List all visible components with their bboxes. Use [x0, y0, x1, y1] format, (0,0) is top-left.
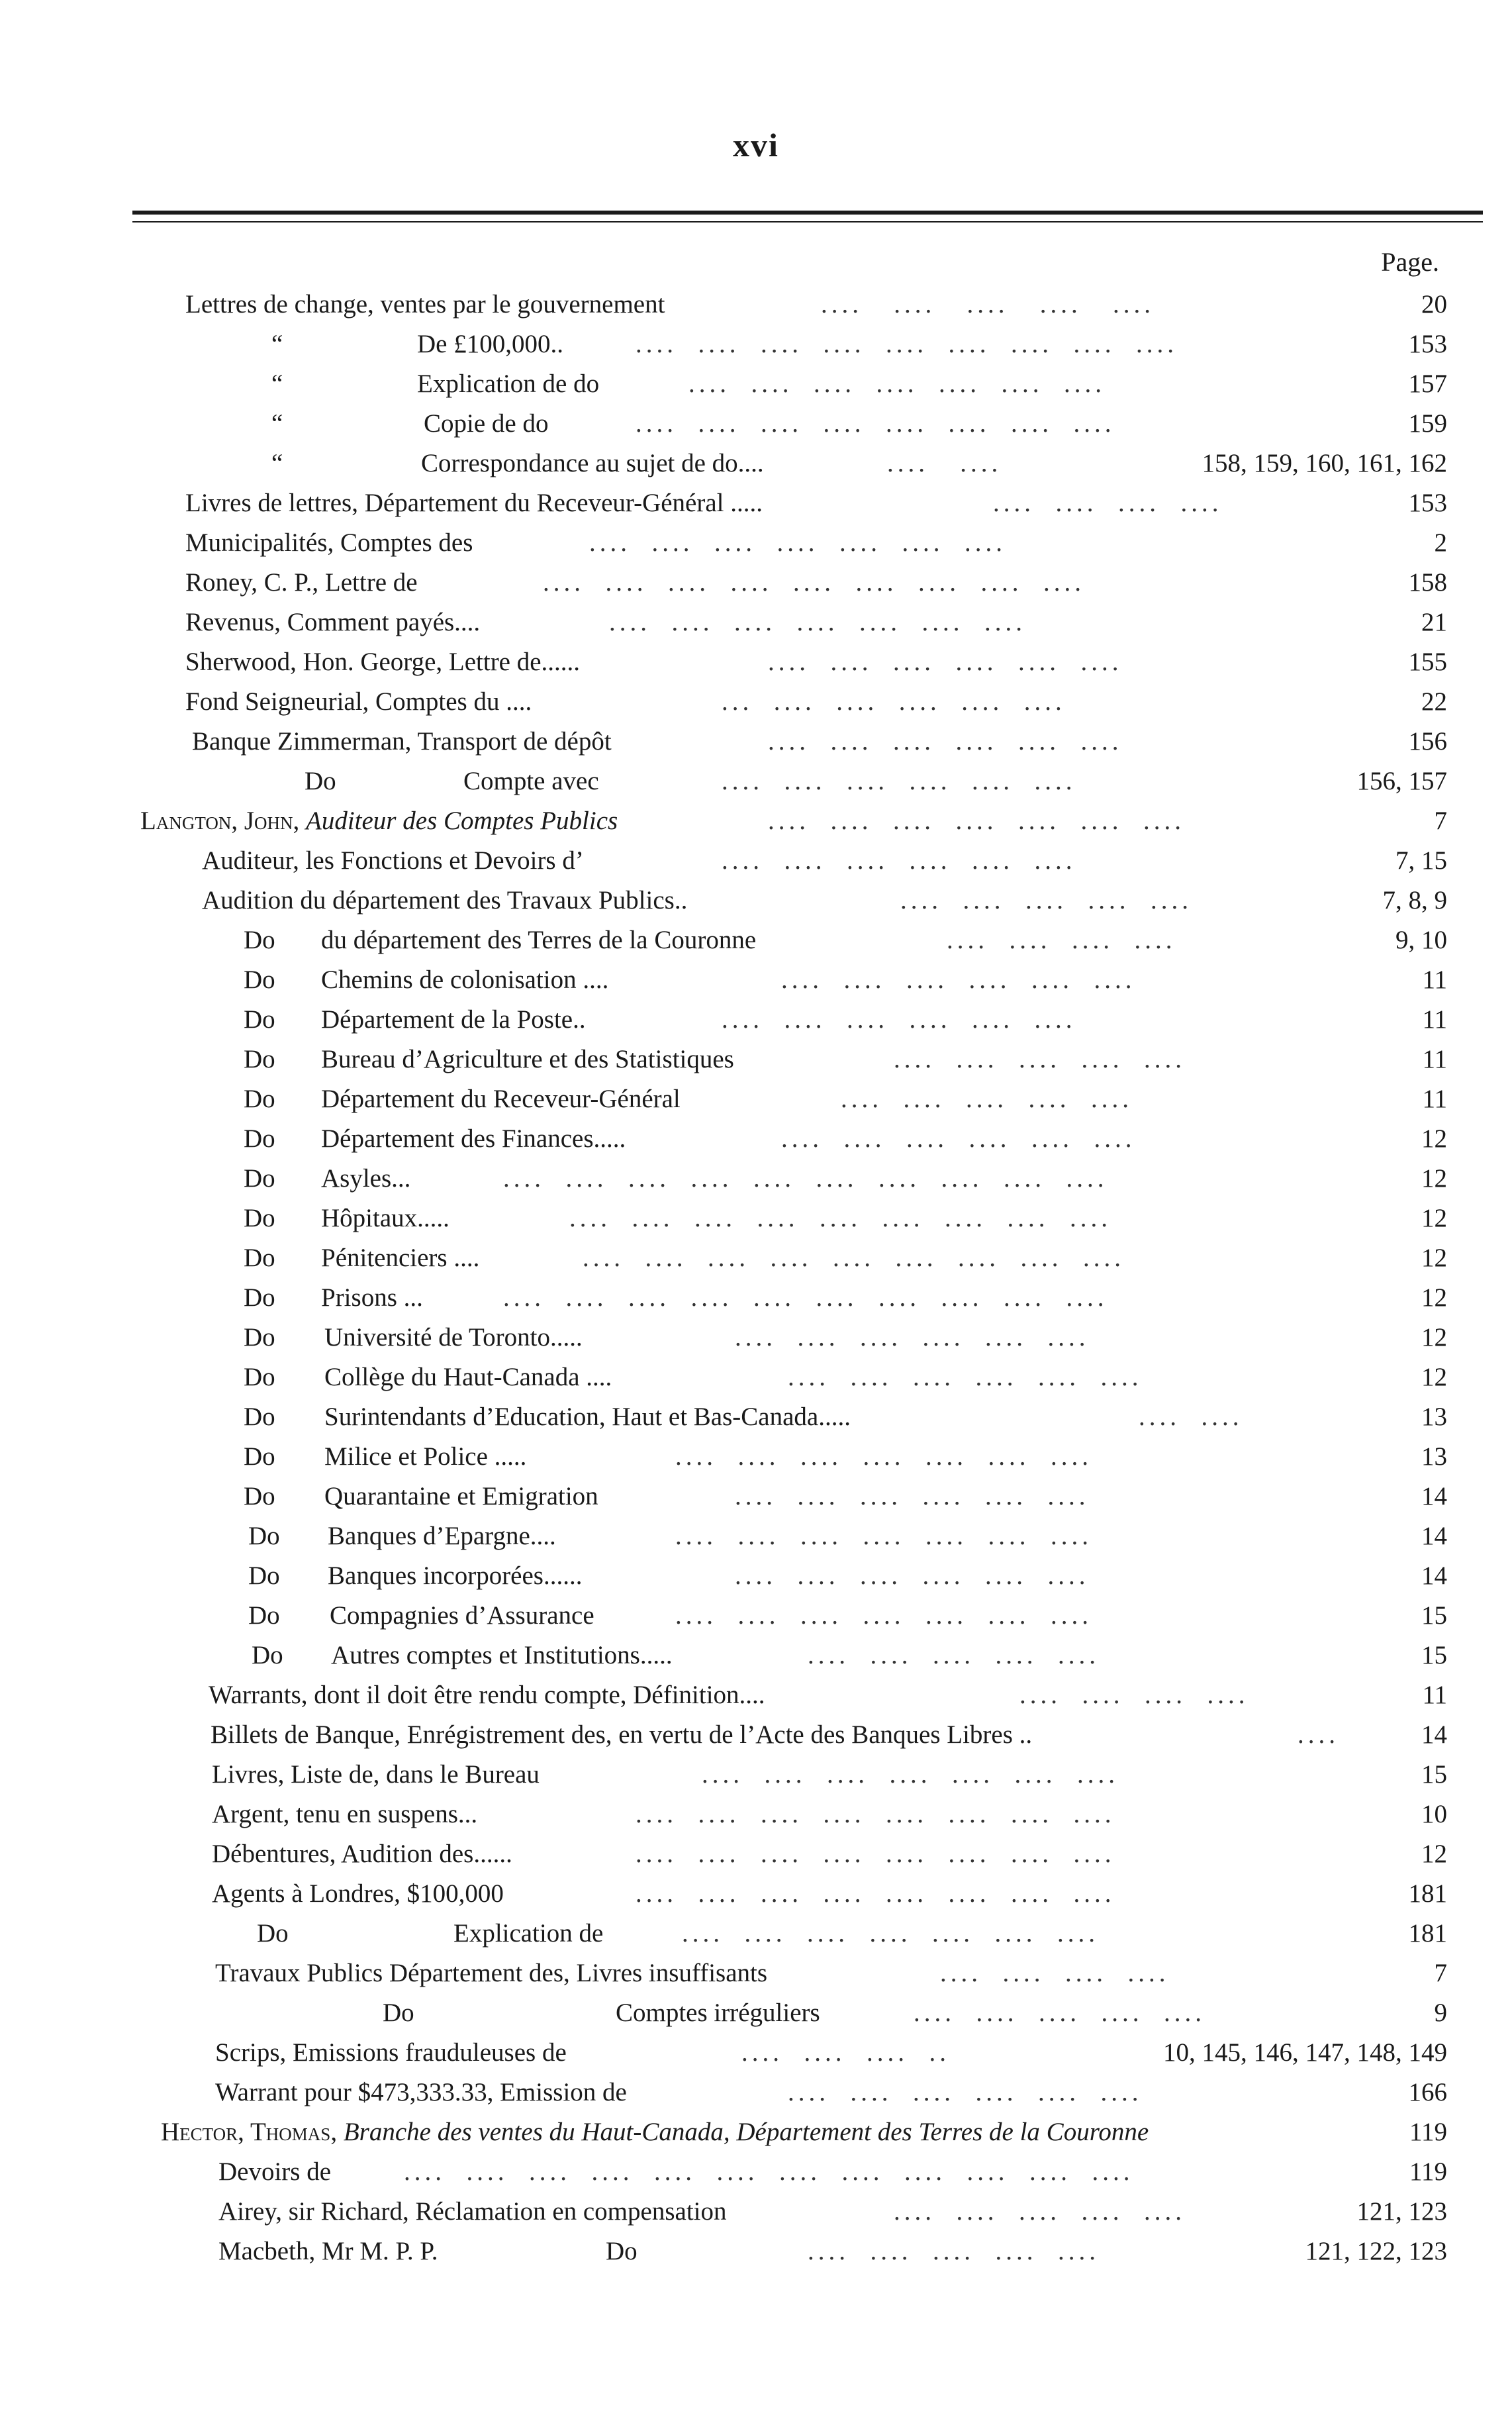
ditto-prefix: Do: [244, 1244, 275, 1272]
leader-dots: .... .... .... ....: [1019, 1681, 1249, 1709]
leader-dots: .... .... .... .... .... ....: [722, 846, 1076, 875]
index-entry: [0, 2033, 1512, 2073]
entry-label: Chemins de colonisation ....: [321, 965, 609, 994]
entry-page: 7: [1434, 807, 1447, 835]
entry-page: 181: [1408, 1879, 1447, 1908]
index-entry: [0, 1795, 1512, 1834]
index-entry: [0, 1874, 1512, 1914]
entry-page: 153: [1408, 330, 1447, 358]
leader-dots: .... .... .... ....: [993, 489, 1223, 517]
entry-label: Livres de lettres, Département du Receveur-Général .....: [185, 489, 763, 517]
entry-page: 11: [1422, 1681, 1447, 1709]
leader-dots: .... .... .... .... .... .... ....: [768, 807, 1185, 835]
leader-dots: .... .... .... .... .... ....: [735, 1561, 1090, 1590]
ditto-prefix: Do: [244, 1323, 275, 1352]
entry-label: Bureau d’Agriculture et des Statistiques: [321, 1045, 734, 1073]
ditto-prefix: Do: [252, 1641, 283, 1669]
index-entry: [0, 1834, 1512, 1874]
entry-page: 10: [1421, 1800, 1447, 1828]
index-entry: [0, 324, 1512, 364]
entry-label: Milice et Police .....: [324, 1442, 527, 1471]
entry-page: 12: [1421, 1840, 1447, 1868]
leader-dots: ....: [1298, 1720, 1339, 1749]
index-entry: [0, 1238, 1512, 1278]
entry-page: 12: [1421, 1323, 1447, 1352]
leader-dots: .... .... .... .... .... .... ....: [675, 1522, 1092, 1550]
entry-label: du département des Terres de la Couronne: [321, 926, 757, 954]
entry-page: 22: [1421, 687, 1447, 716]
entry-label: Banques d’Epargne....: [328, 1522, 556, 1550]
ditto-prefix: Do: [244, 1482, 275, 1510]
entry-page: 156: [1408, 727, 1447, 756]
leader-dots: .... .... .... .... .... .... ....: [589, 528, 1006, 557]
entry-page: 158, 159, 160, 161, 162: [1202, 449, 1447, 477]
entry-page: 11: [1422, 1045, 1447, 1073]
leader-dots: .... .... .... .... .... .... .... ....: [636, 1800, 1115, 1828]
ditto-prefix: Do: [244, 1442, 275, 1471]
entry-label: Copie de do: [424, 409, 549, 438]
entry-label: Pénitenciers ....: [321, 1244, 480, 1272]
index-entry: [0, 1199, 1512, 1238]
ditto-prefix: Do: [244, 1403, 275, 1431]
ditto-prefix: Do: [244, 1005, 275, 1034]
leader-dots: .... .... .... .... ....: [894, 1045, 1186, 1073]
entry-label: Warrants, dont il doit être rendu compte, Définition....: [209, 1681, 765, 1709]
index-entry: [0, 563, 1512, 603]
index-entry: [0, 2232, 1512, 2271]
index-entry: [0, 1636, 1512, 1675]
ditto-prefix: Do: [244, 965, 275, 994]
entry-label: Fond Seigneurial, Comptes du ....: [185, 687, 532, 716]
leader-dots: .... .... .... ....: [947, 926, 1176, 954]
index-entry: [0, 364, 1512, 404]
entry-page: 14: [1421, 1522, 1447, 1550]
page-number: xvi: [733, 126, 779, 164]
index-entry: [0, 881, 1512, 920]
entry-page: 159: [1408, 409, 1447, 438]
index-entry: [0, 2192, 1512, 2232]
index-entry: [0, 1119, 1512, 1159]
leader-dots: .... .... .... .... .... .... ....: [688, 370, 1106, 398]
entry-page: 12: [1421, 1244, 1447, 1272]
entry-page: 20: [1421, 290, 1447, 319]
leader-dots: .... .... .... .... .... ....: [781, 965, 1136, 994]
entry-label: Branche des ventes du Haut-Canada, Département des Terres de la Couronne: [343, 2118, 1149, 2146]
index-entry: [0, 1516, 1512, 1556]
index-entry: [0, 1000, 1512, 1040]
entry-page: 7: [1434, 1959, 1447, 1987]
entry-page: 7, 15: [1395, 846, 1447, 875]
entry-page: 13: [1421, 1442, 1447, 1471]
entry-label: Warrant pour $473,333.33, Emission de: [215, 2078, 627, 2106]
leader-dots: .... .... .... .... .... ....: [735, 1482, 1090, 1510]
entry-page: 119: [1409, 2118, 1447, 2146]
index-entry: [0, 682, 1512, 722]
index-entry: [0, 1556, 1512, 1596]
page-column-heading: Page.: [1381, 247, 1439, 277]
entry-label: Explication de: [453, 1919, 604, 1948]
index-entry: [0, 1715, 1512, 1755]
entry-page: 21: [1421, 608, 1447, 636]
leader-dots: .... .... .... .... .... .... .... .... .... .... .... ....: [404, 2157, 1134, 2186]
leader-dots: .... ....: [1139, 1403, 1243, 1431]
entry-label: Sherwood, Hon. George, Lettre de......: [185, 648, 581, 676]
entry-label: Université de Toronto.....: [324, 1323, 583, 1352]
entry-label: Devoirs de: [218, 2157, 332, 2186]
index-entry: [0, 1278, 1512, 1318]
entry-page: 15: [1421, 1601, 1447, 1630]
leader-dots: .... .... .... .... .... .... .... .... ....: [569, 1204, 1111, 1232]
entry-label: Quarantaine et Emigration: [324, 1482, 598, 1510]
ditto-prefix: Do: [248, 1522, 280, 1550]
entry-page: 12: [1421, 1164, 1447, 1193]
leader-dots: .... .... .... .... .... ....: [781, 1124, 1136, 1153]
index-entry: [0, 1675, 1512, 1715]
entry-page: 2: [1434, 528, 1447, 557]
entry-label: Banque Zimmerman, Transport de dépôt: [192, 727, 612, 756]
index-entry: [0, 444, 1512, 483]
index-entry: [0, 1040, 1512, 1079]
header-rule-thick: [132, 211, 1483, 215]
index-entry: [0, 603, 1512, 642]
leader-dots: ... .... .... .... .... ....: [722, 687, 1066, 716]
entry-page: 12: [1421, 1204, 1447, 1232]
leader-dots: .... .... .... .... .... .... ....: [609, 608, 1026, 636]
entry-label: Autres comptes et Institutions.....: [331, 1641, 673, 1669]
entry-page: 11: [1422, 1005, 1447, 1034]
entry-label: Département des Finances.....: [321, 1124, 626, 1153]
leader-dots: .... .... .... .... .... ....: [788, 1363, 1143, 1391]
ditto-suffix: Do: [606, 2237, 638, 2265]
ditto-prefix: Do: [244, 1283, 275, 1312]
index-entry: [0, 1993, 1512, 2033]
index-entry: [0, 1914, 1512, 1953]
entry-label: Hôpitaux.....: [321, 1204, 449, 1232]
index-entry: [0, 483, 1512, 523]
entry-label: Compte avec: [463, 767, 599, 795]
index-entry: [0, 1953, 1512, 1993]
ditto-prefix: Do: [248, 1561, 280, 1590]
index-entry: [0, 1755, 1512, 1795]
entry-label: Comptes irréguliers: [616, 1999, 820, 2027]
entry-label: Lettres de change, ventes par le gouvernement: [185, 290, 665, 319]
leader-dots: .... .... .... .... .... .... .... .... .... ....: [503, 1283, 1108, 1312]
officer-name: Langton, John,: [140, 807, 300, 835]
index-entry: [0, 1477, 1512, 1516]
entry-page: 11: [1422, 965, 1447, 994]
entry-page: 121, 123: [1356, 2197, 1447, 2226]
entry-page: 166: [1408, 2078, 1447, 2106]
officer-name: Hector, Thomas,: [161, 2118, 338, 2146]
leader-dots: .... .... .... .... .... .... .... .... ....: [543, 568, 1085, 597]
index-entry: [0, 1358, 1512, 1397]
ditto-prefix: Do: [244, 1045, 275, 1073]
leader-dots: .... .... .... .... .... .... .... ....: [636, 1879, 1115, 1908]
entry-label: Asyles...: [321, 1164, 411, 1193]
entry-label: Travaux Publics Département des, Livres insuffisants: [215, 1959, 768, 1987]
entry-label: Scrips, Emissions frauduleuses de: [215, 2038, 567, 2067]
leader-dots: .... .... .... .... .... .... ....: [702, 1760, 1119, 1789]
ditto-prefix: Do: [248, 1601, 280, 1630]
leader-dots: .... .... .... .... .... ....: [788, 2078, 1143, 2106]
ditto-prefix: Do: [244, 1124, 275, 1153]
leader-dots: .... .... .... .... .... ....: [768, 648, 1123, 676]
leader-dots: .... .... .... .... ....: [841, 1085, 1133, 1113]
index-entry: [0, 1596, 1512, 1636]
index-entry: [0, 2112, 1512, 2152]
index-entry: [0, 404, 1512, 444]
entry-page: 10, 145, 146, 147, 148, 149: [1163, 2038, 1447, 2067]
ditto-prefix: Do: [244, 1363, 275, 1391]
entry-label: Explication de do: [417, 370, 600, 398]
ditto-mark: “: [271, 449, 283, 477]
entry-label: Auditeur, les Fonctions et Devoirs d’: [202, 846, 584, 875]
leader-dots: .... .... .... .... .... .... .... .... .... ....: [503, 1164, 1108, 1193]
index-entry: [0, 1318, 1512, 1358]
entry-label: De £100,000..: [417, 330, 563, 358]
entry-label: Correspondance au sujet de do....: [421, 449, 764, 477]
entry-page: 12: [1421, 1124, 1447, 1153]
entry-page: 14: [1421, 1720, 1447, 1749]
index-entry: [0, 722, 1512, 762]
entry-label: Collège du Haut-Canada ....: [324, 1363, 612, 1391]
leader-dots: .... .... .... .... ....: [914, 1999, 1205, 2027]
entry-label: Macbeth, Mr M. P. P.: [218, 2237, 438, 2265]
index-entry: [0, 920, 1512, 960]
entry-page: 9, 10: [1395, 926, 1447, 954]
ditto-prefix: Do: [244, 1204, 275, 1232]
index-entry: [0, 1437, 1512, 1477]
entry-label: Argent, tenu en suspens...: [212, 1800, 478, 1828]
leader-dots: .... .... .... .... ....: [808, 1641, 1100, 1669]
leader-dots: .... .... .... .... .... ....: [735, 1323, 1090, 1352]
leader-dots: .... .... .... .... .... .... ....: [675, 1442, 1092, 1471]
index-entry: [0, 801, 1512, 841]
entry-page: 11: [1422, 1085, 1447, 1113]
ditto-prefix: Do: [257, 1919, 289, 1948]
entry-page: 12: [1421, 1363, 1447, 1391]
entry-label: Auditeur des Comptes Publics: [306, 807, 618, 835]
entry-page: 15: [1421, 1641, 1447, 1669]
entry-page: 14: [1421, 1482, 1447, 1510]
leader-dots: .... .... .... .... ....: [821, 290, 1155, 319]
leader-dots: .... .... .... .... .... ....: [722, 767, 1076, 795]
ditto-mark: “: [271, 409, 283, 438]
entry-label: Compagnies d’Assurance: [330, 1601, 594, 1630]
ditto-prefix: Do: [383, 1999, 414, 2027]
ditto-prefix: Do: [244, 926, 275, 954]
leader-dots: .... .... .... .... .... .... .... .... ....: [636, 330, 1178, 358]
entry-page: 119: [1409, 2157, 1447, 2186]
entry-page: 13: [1421, 1403, 1447, 1431]
entry-page: 14: [1421, 1561, 1447, 1590]
entry-page: 153: [1408, 489, 1447, 517]
leader-dots: .... .... .... ..: [741, 2038, 950, 2067]
entry-label: Surintendants d’Education, Haut et Bas-Canada.....: [324, 1403, 851, 1431]
leader-dots: .... .... .... .... .... .... .... ....: [636, 409, 1115, 438]
index-entry: [0, 2073, 1512, 2112]
leader-dots: .... ....: [887, 449, 1002, 477]
leader-dots: .... .... .... .... ....: [900, 886, 1192, 914]
header-rule-thin: [132, 221, 1483, 222]
index-entry: [0, 642, 1512, 682]
leader-dots: .... .... .... .... .... .... .... ....: [636, 1840, 1115, 1868]
entry-page: 157: [1408, 370, 1447, 398]
entry-label: Municipalités, Comptes des: [185, 528, 473, 557]
entry-label: Audition du département des Travaux Publics..: [202, 886, 688, 914]
index-entry: [0, 762, 1512, 801]
entry-label: Livres, Liste de, dans le Bureau: [212, 1760, 540, 1789]
index-entry: [0, 1079, 1512, 1119]
entry-page: 155: [1408, 648, 1447, 676]
entry-label: Département du Receveur-Général: [321, 1085, 681, 1113]
leader-dots: .... .... .... .... .... .... .... .... ....: [583, 1244, 1125, 1272]
ditto-prefix: Do: [244, 1164, 275, 1193]
entry-label: Revenus, Comment payés....: [185, 608, 481, 636]
entry-page: 12: [1421, 1283, 1447, 1312]
index-entry: [0, 2152, 1512, 2192]
ditto-mark: “: [271, 330, 283, 358]
index-entry: [0, 960, 1512, 1000]
entry-page: 156, 157: [1356, 767, 1447, 795]
leader-dots: .... .... .... .... .... .... ....: [675, 1601, 1092, 1630]
entry-label: Agents à Londres, $100,000: [212, 1879, 504, 1908]
entry-page: 7, 8, 9: [1382, 886, 1447, 914]
ditto-mark: “: [271, 370, 283, 398]
entry-label: Banques incorporées......: [328, 1561, 583, 1590]
leader-dots: .... .... .... .... .... ....: [722, 1005, 1076, 1034]
ditto-prefix: Do: [305, 767, 336, 795]
entry-label: Débentures, Audition des......: [212, 1840, 512, 1868]
index-entry: [0, 1159, 1512, 1199]
entry-page: 121, 122, 123: [1305, 2237, 1447, 2265]
entry-label: Airey, sir Richard, Réclamation en compensation: [218, 2197, 727, 2226]
index-entry: [0, 841, 1512, 881]
entry-page: 15: [1421, 1760, 1447, 1789]
entry-label: Billets de Banque, Enrégistrement des, en vertu de l’Acte des Banques Libres ..: [211, 1720, 1033, 1749]
leader-dots: .... .... .... .... ....: [808, 2237, 1100, 2265]
entry-page: 9: [1434, 1999, 1447, 2027]
entry-page: 158: [1408, 568, 1447, 597]
leader-dots: .... .... .... .... .... ....: [768, 727, 1123, 756]
entry-label: Roney, C. P., Lettre de: [185, 568, 418, 597]
entry-label: Prisons ...: [321, 1283, 423, 1312]
ditto-prefix: Do: [244, 1085, 275, 1113]
entry-page: 181: [1408, 1919, 1447, 1948]
leader-dots: .... .... .... ....: [940, 1959, 1170, 1987]
leader-dots: .... .... .... .... ....: [894, 2197, 1186, 2226]
index-entry: [0, 1397, 1512, 1437]
entry-label: Département de la Poste..: [321, 1005, 586, 1034]
index-entry: [0, 523, 1512, 563]
leader-dots: .... .... .... .... .... .... ....: [682, 1919, 1099, 1948]
index-entry: [0, 285, 1512, 324]
